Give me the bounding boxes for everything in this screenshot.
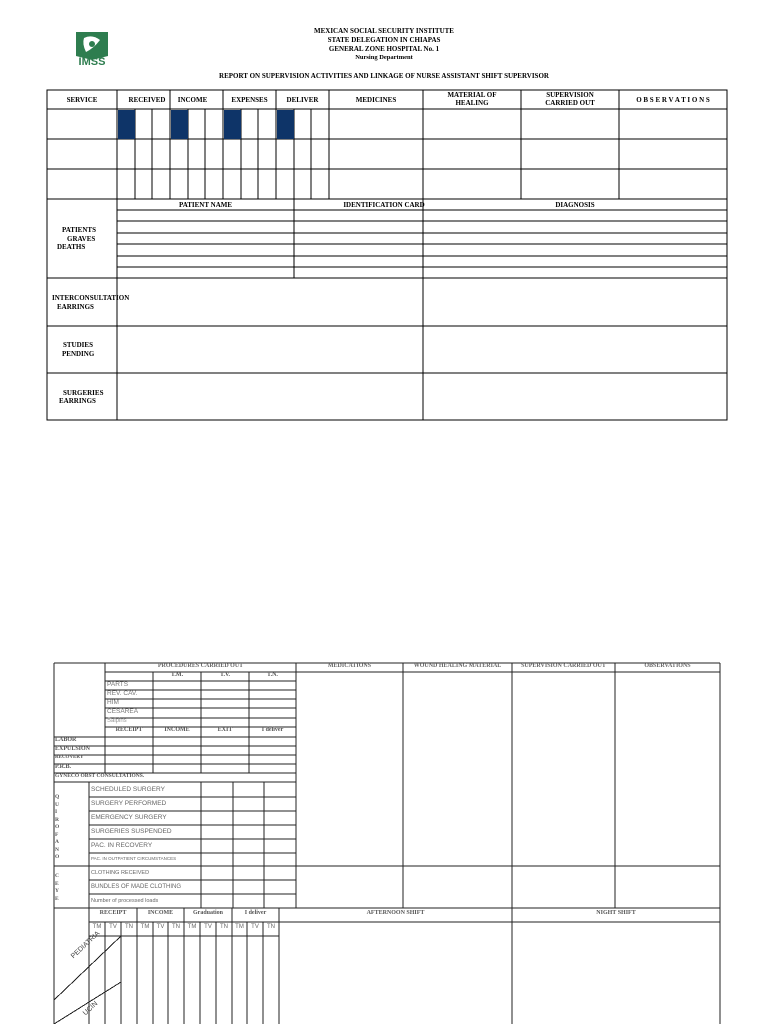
quirofano-label: Q U I R O F A N O xyxy=(55,794,60,860)
interconsultation-label: INTERCONSULTATION xyxy=(52,294,130,302)
wound-header: WOUND HEALING MATERIAL xyxy=(413,663,502,669)
material-header: MATERIAL OF HEALING xyxy=(447,91,497,107)
observations-header: O B S E R V A T I O N S xyxy=(636,96,710,104)
income2-header: INCOME xyxy=(164,727,190,733)
salpins-label: Salpins xyxy=(107,718,127,724)
clothing-label: CLOTHING RECEIVED xyxy=(91,870,150,876)
cesarea-label: CESAREA xyxy=(107,708,139,715)
exit-header: EXIT xyxy=(217,727,233,733)
logo-text: IMSS xyxy=(78,56,106,68)
shift-cell: TN xyxy=(267,924,275,930)
scheduled-label: SCHEDULED SURGERY xyxy=(91,786,165,793)
expenses-header: EXPENSES xyxy=(231,96,268,104)
earrings-label-2: EARRINGS xyxy=(59,397,96,405)
shift-cell: TN xyxy=(172,924,180,930)
medications-header: MEDICATIONS xyxy=(327,663,372,669)
ceye-label: C E Y E xyxy=(55,873,59,902)
prb-label: P.R.B. xyxy=(55,764,71,770)
i-deliver-header: I deliver xyxy=(261,727,284,733)
income3-header: INCOME xyxy=(147,910,174,916)
pac-recovery-label: PAC. IN RECOVERY xyxy=(91,842,153,849)
diagnosis-header: DIAGNOSIS xyxy=(555,201,595,209)
expulsion-label: EXPULSION xyxy=(55,746,91,752)
shift-cell: TM xyxy=(92,924,102,930)
bundles-label: BUNDLES OF MADE CLOTHING xyxy=(91,884,182,890)
performed-label: SURGERY PERFORMED xyxy=(91,800,167,807)
shift-cell: TV xyxy=(251,924,259,930)
pediatria-label: PEDIATRIA xyxy=(70,930,102,961)
pending-label: PENDING xyxy=(62,350,95,358)
receipt2-header: RECEIPT xyxy=(99,910,127,916)
surgeries-label: SURGERIES xyxy=(63,389,104,397)
afternoon-shift-header: AFTERNOON SHIFT xyxy=(366,910,425,916)
income-header: INCOME xyxy=(177,96,208,104)
department-name: Nursing Department xyxy=(355,54,413,61)
shift-cell: TV xyxy=(204,924,212,930)
night-shift-header: NIGHT SHIFT xyxy=(596,910,636,916)
delegation-name: STATE DELEGATION IN CHIAPAS xyxy=(327,36,441,44)
him-label: HIM xyxy=(107,699,119,706)
gyneco-label: GYNECO OBST CONSULTATIONS. xyxy=(55,773,145,779)
service-header: SERVICE xyxy=(66,96,98,104)
shift-cell: TM xyxy=(187,924,197,930)
emergency-label: EMERGENCY SURGERY xyxy=(91,814,167,821)
parts-label: PARTS xyxy=(107,681,129,688)
hospital-name: GENERAL ZONE HOSPITAL No. 1 xyxy=(328,45,440,53)
ucin-label: UCIN xyxy=(82,1000,100,1018)
received-header: RECEIVED xyxy=(128,96,166,104)
labor-label: LABOR xyxy=(55,737,77,743)
graves-label: GRAVES xyxy=(67,235,96,243)
loads-label: Number of processed loads xyxy=(91,898,159,904)
deaths-label: DEATHS xyxy=(57,243,86,251)
recovery-label: RECOVERY xyxy=(55,755,84,760)
procedures-header: PROCEDURES CARRIED OUT xyxy=(157,663,244,669)
shift-cell: TN xyxy=(125,924,133,930)
observations2-header: OBSERVATIONS xyxy=(644,663,691,669)
shift-cell: TM xyxy=(235,924,244,930)
tv-header: T.V. xyxy=(219,672,231,678)
earrings-label-1: EARRINGS xyxy=(57,303,94,311)
institute-name: MEXICAN SOCIAL SECURITY INSTITUTE xyxy=(314,27,454,35)
supervision-header: SUPERVISION CARRIED OUT xyxy=(545,91,595,107)
graduation-header: Graduation xyxy=(192,910,223,916)
report-title: REPORT ON SUPERVISION ACTIVITIES AND LINKAGE OF NURSE ASSISTANT SHIFT SUPERVISOR xyxy=(219,72,549,80)
shift-cell: TV xyxy=(156,924,165,930)
receipt-header: RECEIPT xyxy=(115,727,143,733)
shift-cell: TN xyxy=(220,924,228,930)
supervision2-header: SUPERVISION CARRIED OUT xyxy=(521,663,606,669)
deliver-header: DELIVER xyxy=(286,96,319,104)
tm-header: T.M. xyxy=(170,672,184,678)
patients-label: PATIENTS xyxy=(62,226,96,234)
rev-cav-label: REV. CAV. xyxy=(107,690,138,697)
suspended-label: SURGERIES SUSPENDED xyxy=(91,828,172,835)
tn-header: T.N. xyxy=(267,672,278,678)
id-card-header: IDENTIFICATION CARD xyxy=(343,201,425,209)
patient-name-header: PATIENT NAME xyxy=(178,201,233,209)
medicines-header: MEDICINES xyxy=(355,96,397,104)
shift-cell: TV xyxy=(109,924,117,930)
shift-cell: TM xyxy=(140,924,150,930)
i-deliver2-header: I deliver xyxy=(244,910,267,916)
pac-outpatient-label: PAC. IN OUTPATIENT CIRCUMSTANCES xyxy=(91,856,177,861)
studies-label: STUDIES xyxy=(63,341,93,349)
